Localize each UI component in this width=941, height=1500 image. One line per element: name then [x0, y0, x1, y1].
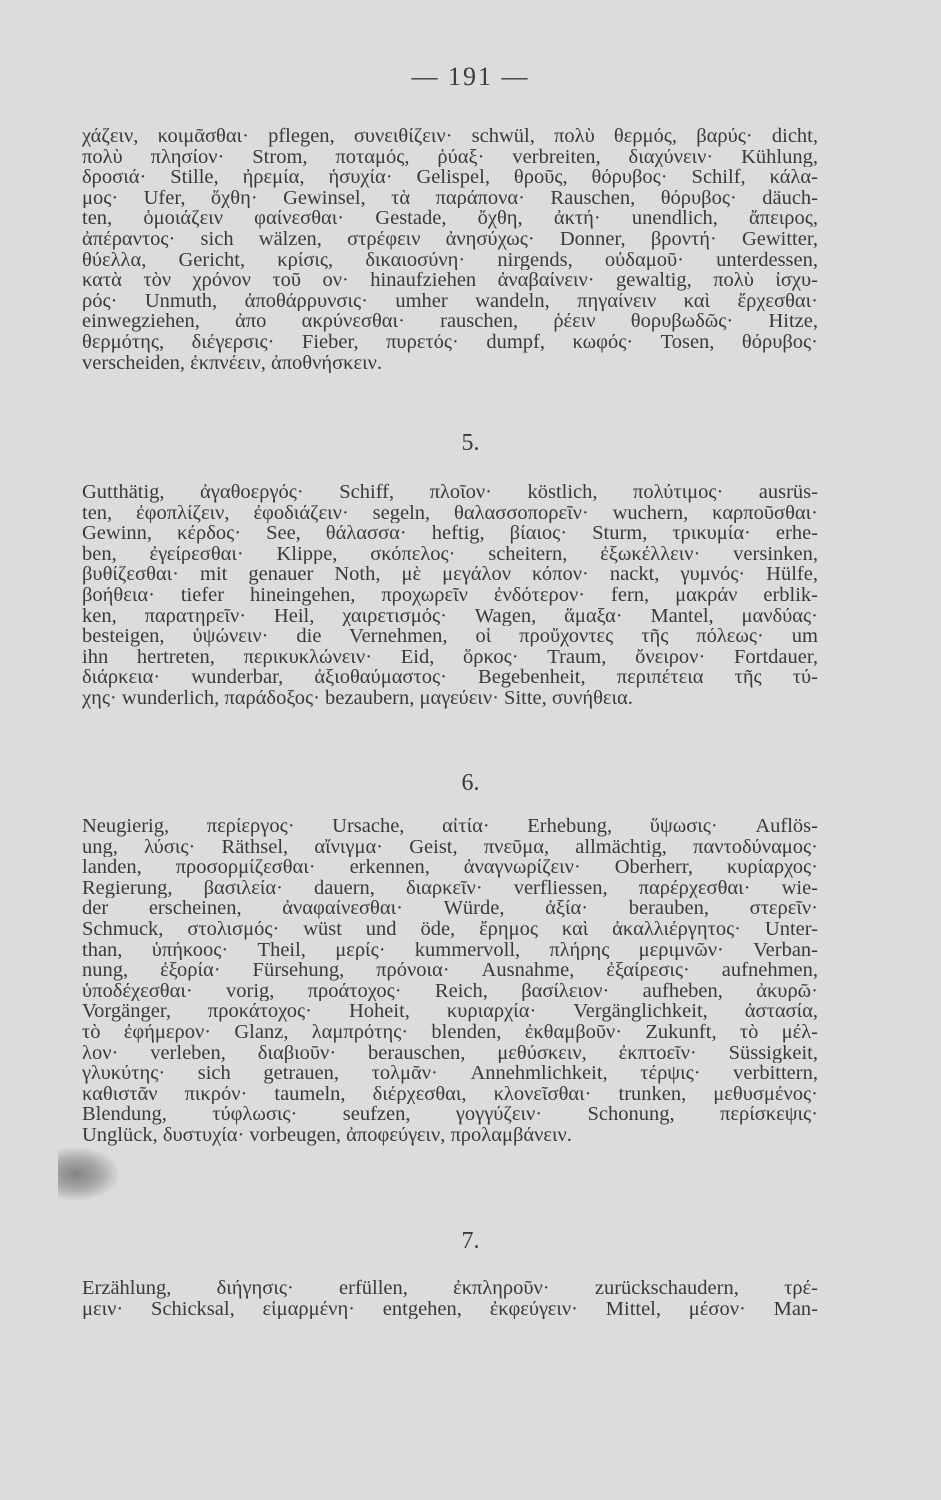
text-line: ten, ὁμοιάζειν φαίνεσθαι· Gestade, ὄχθη, ἀκτή· unendlich, ἄπειρος, — [82, 208, 818, 229]
text-line: ken, παρατηρεῖν· Heil, χαιρετισμός· Wagen, ἅμαξα· Mantel, μανδύας· — [82, 605, 818, 627]
text-line: Schmuck, στολισμός· wüst und öde, ἔρημος καὶ ἀκαλλιέργητος· Unter- — [82, 918, 818, 940]
text-line: βυθίζεσθαι· mit genauer Noth, μὲ μεγάλον κόπον· nackt, γυμνός· Hülfe, — [82, 564, 818, 585]
text-line: χης· wunderlich, παράδοξος· bezaubern, μαγεύειν· Sitte, συνήθεια. — [82, 687, 633, 709]
text-line: δροσιά· Stille, ἠρεμία, ἡσυχία· Gelispel, θροῦς, θόρυβος· Schilf, κάλα- — [82, 167, 818, 188]
text-block-4 — [82, 1278, 818, 1319]
text-block-1 — [82, 126, 818, 373]
text-line: than, ὑπήκοος· Theil, μερίς· kummervoll, πλήρης μεριμνῶν· Verban- — [82, 939, 818, 961]
text-line: einwegziehen, ἀπο ακρύνεσθαι· rauschen, ῥέειν θορυβωδῶς· Hitze, — [82, 311, 818, 332]
section-heading-7: 7. — [461, 1228, 480, 1254]
text-line: θερμότης, διέγερσις· Fieber, πυρετός· dumpf, κωφός· Tosen, θόρυβος· — [82, 331, 818, 353]
text-line: γλυκύτης· sich getrauen, τολμᾶν· Annehmlichkeit, τέρψις· verbittern, — [82, 1063, 818, 1084]
section-heading-6: 6. — [461, 770, 480, 796]
text-line: verscheiden, ἐκπνέειν, ἀποθνήσκειν. — [82, 352, 383, 374]
text-line: χάζειν, κοιμᾶσθαι· pflegen, συνειθίζειν· schwül, πολὺ θερμός, βαρύς· dicht, — [82, 126, 818, 147]
text-line: Unglück, δυστυχία· vorbeugen, ἀποφεύγειν, προλαμβάνειν. — [82, 1124, 572, 1146]
text-line: ἀπέραντος· sich wälzen, στρέφειν ἀνησύχως· Donner, βροντή· Gewitter, — [82, 228, 818, 250]
text-line: βοήθεια· tiefer hineingehen, προχωρεῖν ἐνδότερον· fern, μακράν erblik- — [82, 584, 818, 606]
text-line: der erscheinen, ἀναφαίνεσθαι· Würde, ἀξία· berauben, στερεῖν· — [82, 898, 818, 919]
text-line: λον· verleben, διαβιοῦν· berauschen, μεθύσκειν, ἐκπτοεῖν· Süssigkeit, — [82, 1042, 818, 1064]
text-line: πολὺ πλησίον· Strom, ποταμός, ῥύαξ· verbreiten, διαχύνειν· Kühlung, — [82, 146, 818, 168]
text-line: ben, ἐγείρεσθαι· Klippe, σκόπελος· scheitern, ἐξωκέλλειν· versinken, — [82, 543, 818, 565]
ink-smudge — [58, 1148, 118, 1200]
text-line: θύελλα, Gericht, κρίσις, δικαιοσύνη· nirgends, οὐδαμοῦ· unterdessen, — [82, 249, 818, 271]
text-line: ihn hertreten, περικυκλώνειν· Eid, ὅρκος· Traum, ὄνειρον· Fortdauer, — [82, 646, 818, 668]
text-line: Neugierig, περίεργος· Ursache, αἰτία· Erhebung, ὕψωσις· Auflös- — [82, 816, 818, 837]
page-number: — 191 — — [411, 62, 530, 91]
text-line: μειν· Schicksal, εἱμαρμένη· entgehen, ἐκφεύγειν· Mittel, μέσον· Man- — [82, 1298, 818, 1320]
text-line: διάρκεια· wunderbar, ἀξιοθαύμαστος· Begebenheit, περιπέτεια τῆς τύ- — [82, 667, 818, 688]
text-line: ρός· Unmuth, ἀποθάρρυνσις· umher wandeln, πηγαίνειν καὶ ἔρχεσθαι· — [82, 290, 818, 312]
text-line: Gewinn, κέρδος· See, θάλασσα· heftig, βίαιος· Sturm, τρικυμία· erhe- — [82, 523, 818, 544]
text-line: nung, ἐξορία· Fürsehung, πρόνοια· Ausnahme, ἐξαίρεσις· aufnehmen, — [82, 960, 818, 981]
text-line: μος· Ufer, ὄχθη· Gewinsel, τὰ παράπονα· Rauschen, θόρυβος· däuch- — [82, 187, 818, 209]
text-line: καθιστᾶν πικρόν· taumeln, διέρχεσθαι, κλονεῖσθαι· trunken, μεθυσμένος· — [82, 1083, 818, 1105]
text-line: Erzählung, διήγησις· erfüllen, ἐκπληροῦν· zurückschaudern, τρέ- — [82, 1278, 818, 1299]
text-line: Vorgänger, προκάτοχος· Hoheit, κυριαρχία· Vergänglichkeit, ἀστασία, — [82, 1001, 818, 1022]
text-line: κατὰ τὸν χρόνον τοῦ ον· hinaufziehen ἀναβαίνειν· gewaltig, πολὺ ἰσχυ- — [82, 270, 818, 291]
text-line: τὸ ἐφήμερον· Glanz, λαμπρότης· blenden, ἐκθαμβοῦν· Zukunft, τὸ μέλ- — [82, 1021, 818, 1043]
text-line: ὑποδέχεσθαι· vorig, προάτοχος· Reich, βασίλειον· aufheben, ἀκυρῶ· — [82, 980, 818, 1002]
text-block-3 — [82, 816, 818, 1146]
text-line: besteigen, ὑψώνειν· die Vernehmen, οἱ προὔχοντες τῆς πόλεως· um — [82, 626, 818, 647]
section-heading-5: 5. — [461, 430, 480, 456]
text-line: landen, προσορμίζεσθαι· erkennen, ἀναγνωρίζειν· Oberherr, κυρίαρχος· — [82, 857, 818, 878]
text-line: Blendung, τύφλωσις· seufzen, γογγύζειν· Schonung, περίσκεψις· — [82, 1104, 818, 1125]
text-block-2 — [82, 482, 818, 709]
text-line: ung, λύσις· Räthsel, αἴνιγμα· Geist, πνεῦμα, allmächtig, παντοδύναμος· — [82, 836, 818, 858]
text-line: Regierung, βασιλεία· dauern, διαρκεῖν· verfliessen, παρέρχεσθαι· wie- — [82, 877, 818, 899]
text-line: ten, ἐφοπλίζειν, ἐφοδιάζειν· segeln, θαλασσοπορεῖν· wuchern, καρποῦσθαι· — [82, 502, 818, 524]
text-line: Gutthätig, ἀγαθοεργός· Schiff, πλοῖον· köstlich, πολύτιμος· ausrüs- — [82, 482, 818, 503]
